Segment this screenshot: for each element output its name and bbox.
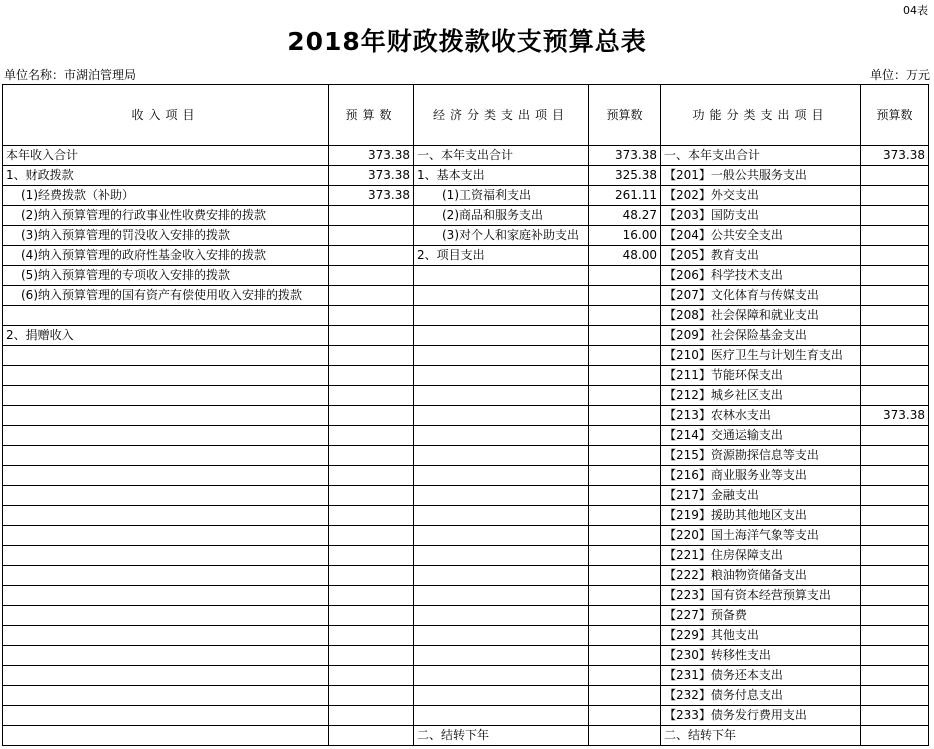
- cell-income-item: [3, 606, 329, 626]
- cell-functional-budget: [861, 466, 929, 486]
- cell-economic-budget: [589, 266, 661, 286]
- cell-functional-budget: [861, 166, 929, 186]
- cell-economic-item: [414, 366, 589, 386]
- cell-functional-budget: [861, 426, 929, 446]
- cell-economic-item: [414, 646, 589, 666]
- cell-income-budget: [329, 226, 414, 246]
- cell-economic-budget: [589, 366, 661, 386]
- cell-income-budget: [329, 506, 414, 526]
- table-row: [3, 706, 929, 726]
- cell-functional-budget: [861, 226, 929, 246]
- cell-economic-item: [414, 706, 589, 726]
- cell-income-budget: 373.38: [329, 146, 414, 166]
- cell-income-item: [3, 626, 329, 646]
- cell-income-item: (4)纳入预算管理的政府性基金收入安排的拨款: [3, 246, 329, 266]
- table-row: [3, 266, 929, 286]
- cell-functional-budget: [861, 566, 929, 586]
- cell-functional-item: 【202】外交支出: [661, 186, 861, 206]
- cell-economic-item: 一、本年支出合计: [414, 146, 589, 166]
- cell-functional-item: 【212】城乡社区支出: [661, 386, 861, 406]
- cell-income-item: [3, 726, 329, 746]
- cell-functional-budget: [861, 266, 929, 286]
- cell-economic-budget: [589, 486, 661, 506]
- table-row: [3, 666, 929, 686]
- cell-economic-budget: 373.38: [589, 146, 661, 166]
- table-row: [3, 426, 929, 446]
- cell-functional-budget: [861, 606, 929, 626]
- cell-economic-item: [414, 506, 589, 526]
- table-row: [3, 286, 929, 306]
- cell-economic-item: [414, 586, 589, 606]
- cell-functional-item: 【230】转移性支出: [661, 646, 861, 666]
- cell-economic-budget: 48.27: [589, 206, 661, 226]
- cell-income-item: [3, 546, 329, 566]
- cell-income-item: [3, 526, 329, 546]
- cell-income-budget: [329, 566, 414, 586]
- cell-functional-budget: [861, 586, 929, 606]
- cell-economic-item: [414, 486, 589, 506]
- table-row: [3, 606, 929, 626]
- cell-economic-budget: [589, 506, 661, 526]
- table-row: [3, 226, 929, 246]
- cell-income-item: [3, 386, 329, 406]
- table-row: [3, 446, 929, 466]
- cell-economic-budget: [589, 386, 661, 406]
- cell-economic-budget: [589, 306, 661, 326]
- cell-income-item: [3, 646, 329, 666]
- cell-economic-item: (2)商品和服务支出: [414, 206, 589, 226]
- cell-income-item: (3)纳入预算管理的罚没收入安排的拨款: [3, 226, 329, 246]
- cell-functional-item: 【221】住房保障支出: [661, 546, 861, 566]
- cell-income-item: 本年收入合计: [3, 146, 329, 166]
- cell-income-budget: [329, 406, 414, 426]
- cell-income-budget: [329, 666, 414, 686]
- cell-functional-budget: 373.38: [861, 146, 929, 166]
- cell-income-item: (2)纳入预算管理的行政事业性收费安排的拨款: [3, 206, 329, 226]
- cell-functional-item: 二、结转下年: [661, 726, 861, 746]
- cell-economic-budget: [589, 626, 661, 646]
- table-row: [3, 586, 929, 606]
- cell-functional-budget: [861, 626, 929, 646]
- cell-functional-budget: [861, 506, 929, 526]
- cell-income-item: 2、捐赠收入: [3, 326, 329, 346]
- cell-income-budget: [329, 446, 414, 466]
- cell-economic-budget: [589, 606, 661, 626]
- cell-income-item: [3, 586, 329, 606]
- cell-income-budget: [329, 206, 414, 226]
- cell-economic-budget: [589, 406, 661, 426]
- cell-income-item: [3, 566, 329, 586]
- cell-income-budget: [329, 646, 414, 666]
- cell-functional-item: 【215】资源勘探信息等支出: [661, 446, 861, 466]
- cell-economic-item: 2、项目支出: [414, 246, 589, 266]
- cell-economic-item: [414, 306, 589, 326]
- cell-functional-item: 【204】公共安全支出: [661, 226, 861, 246]
- table-row: [3, 466, 929, 486]
- cell-income-item: [3, 306, 329, 326]
- cell-economic-budget: [589, 666, 661, 686]
- cell-functional-item: 【211】节能环保支出: [661, 366, 861, 386]
- cell-economic-budget: [589, 466, 661, 486]
- cell-economic-item: [414, 386, 589, 406]
- cell-economic-item: [414, 526, 589, 546]
- cell-income-budget: [329, 326, 414, 346]
- cell-income-item: [3, 346, 329, 366]
- cell-income-budget: [329, 386, 414, 406]
- cell-income-budget: [329, 426, 414, 446]
- table-row: [3, 726, 929, 746]
- cell-income-budget: [329, 306, 414, 326]
- table-row: [3, 566, 929, 586]
- header-income-budget: 预算数: [329, 85, 414, 146]
- cell-income-item: (6)纳入预算管理的国有资产有偿使用收入安排的拨款: [3, 286, 329, 306]
- cell-income-budget: 373.38: [329, 166, 414, 186]
- cell-economic-item: [414, 566, 589, 586]
- cell-income-budget: [329, 466, 414, 486]
- cell-economic-budget: [589, 646, 661, 666]
- table-row: [3, 626, 929, 646]
- cell-economic-budget: [589, 706, 661, 726]
- cell-economic-budget: [589, 346, 661, 366]
- cell-income-item: (5)纳入预算管理的专项收入安排的拨款: [3, 266, 329, 286]
- table-row: [3, 306, 929, 326]
- cell-income-budget: [329, 546, 414, 566]
- cell-functional-item: 【222】粮油物资储备支出: [661, 566, 861, 586]
- unit-name: 单位名称：市湖泊管理局: [4, 68, 137, 82]
- cell-income-budget: [329, 366, 414, 386]
- table-row: [3, 326, 929, 346]
- cell-income-budget: [329, 346, 414, 366]
- table-row: [3, 346, 929, 366]
- cell-functional-item: 【209】社会保险基金支出: [661, 326, 861, 346]
- cell-income-item: [3, 686, 329, 706]
- cell-income-item: [3, 706, 329, 726]
- cell-income-budget: [329, 526, 414, 546]
- cell-functional-item: 一、本年支出合计: [661, 146, 861, 166]
- cell-income-item: [3, 666, 329, 686]
- cell-economic-budget: [589, 446, 661, 466]
- cell-functional-budget: [861, 286, 929, 306]
- cell-economic-item: [414, 686, 589, 706]
- cell-functional-budget: [861, 686, 929, 706]
- cell-income-budget: [329, 626, 414, 646]
- cell-functional-item: 【206】科学技术支出: [661, 266, 861, 286]
- cell-functional-item: 【223】国有资本经营预算支出: [661, 586, 861, 606]
- cell-functional-item: 【207】文化体育与传媒支出: [661, 286, 861, 306]
- cell-income-item: [3, 466, 329, 486]
- cell-functional-budget: [861, 386, 929, 406]
- cell-functional-item: 【229】其他支出: [661, 626, 861, 646]
- cell-economic-item: [414, 546, 589, 566]
- cell-functional-budget: 373.38: [861, 406, 929, 426]
- table-row: [3, 246, 929, 266]
- cell-functional-item: 【213】农林水支出: [661, 406, 861, 426]
- cell-economic-item: 1、基本支出: [414, 166, 589, 186]
- budget-table: [2, 84, 929, 746]
- table-row: [3, 146, 929, 166]
- table-row: [3, 686, 929, 706]
- table-row: [3, 206, 929, 226]
- cell-income-budget: [329, 286, 414, 306]
- table-row: [3, 166, 929, 186]
- cell-income-item: [3, 486, 329, 506]
- cell-income-budget: [329, 686, 414, 706]
- cell-functional-item: 【205】教育支出: [661, 246, 861, 266]
- header-income-item: 收入项目: [3, 85, 329, 146]
- cell-economic-item: [414, 406, 589, 426]
- cell-economic-item: [414, 446, 589, 466]
- cell-functional-budget: [861, 186, 929, 206]
- cell-functional-item: 【219】援助其他地区支出: [661, 506, 861, 526]
- cell-income-budget: [329, 586, 414, 606]
- cell-functional-budget: [861, 706, 929, 726]
- header-row: [3, 85, 929, 146]
- cell-income-item: (1)经费拨款（补助）: [3, 186, 329, 206]
- cell-economic-budget: [589, 526, 661, 546]
- cell-economic-budget: 16.00: [589, 226, 661, 246]
- cell-economic-item: [414, 606, 589, 626]
- cell-economic-budget: 261.11: [589, 186, 661, 206]
- cell-income-budget: [329, 486, 414, 506]
- cell-economic-item: [414, 326, 589, 346]
- header-functional-budget: 预算数: [861, 85, 929, 146]
- cell-income-item: [3, 406, 329, 426]
- cell-income-item: [3, 366, 329, 386]
- cell-functional-budget: [861, 206, 929, 226]
- cell-functional-item: 【203】国防支出: [661, 206, 861, 226]
- cell-economic-item: [414, 346, 589, 366]
- cell-functional-budget: [861, 326, 929, 346]
- cell-functional-item: 【208】社会保障和就业支出: [661, 306, 861, 326]
- cell-functional-budget: [861, 306, 929, 326]
- cell-functional-item: 【233】债务发行费用支出: [661, 706, 861, 726]
- cell-economic-budget: [589, 286, 661, 306]
- cell-economic-item: [414, 466, 589, 486]
- cell-economic-budget: [589, 326, 661, 346]
- table-row: [3, 486, 929, 506]
- cell-functional-item: 【216】商业服务业等支出: [661, 466, 861, 486]
- table-row: [3, 186, 929, 206]
- cell-income-budget: [329, 706, 414, 726]
- cell-economic-budget: [589, 426, 661, 446]
- cell-income-item: [3, 446, 329, 466]
- cell-economic-item: [414, 426, 589, 446]
- cell-functional-item: 【231】债务还本支出: [661, 666, 861, 686]
- cell-functional-item: 【227】预备费: [661, 606, 861, 626]
- cell-functional-item: 【232】债务付息支出: [661, 686, 861, 706]
- cell-functional-item: 【220】国土海洋气象等支出: [661, 526, 861, 546]
- cell-functional-item: 【201】一般公共服务支出: [661, 166, 861, 186]
- table-number: 04表: [903, 4, 928, 17]
- page-title: 2018年财政拨款收支预算总表: [287, 27, 647, 56]
- cell-income-item: 1、财政拨款: [3, 166, 329, 186]
- cell-economic-budget: [589, 686, 661, 706]
- cell-income-budget: [329, 726, 414, 746]
- cell-economic-budget: [589, 586, 661, 606]
- cell-functional-budget: [861, 666, 929, 686]
- cell-economic-item: 二、结转下年: [414, 726, 589, 746]
- cell-income-budget: 373.38: [329, 186, 414, 206]
- cell-income-item: [3, 506, 329, 526]
- cell-economic-item: [414, 626, 589, 646]
- cell-income-item: [3, 426, 329, 446]
- cell-functional-budget: [861, 646, 929, 666]
- table-row: [3, 546, 929, 566]
- cell-functional-budget: [861, 486, 929, 506]
- cell-income-budget: [329, 606, 414, 626]
- header-economic-item: 经济分类支出项目: [414, 85, 589, 146]
- unit-measure: 单位：万元: [869, 68, 930, 82]
- header-functional-item: 功能分类支出项目: [661, 85, 861, 146]
- cell-functional-budget: [861, 366, 929, 386]
- cell-economic-budget: [589, 566, 661, 586]
- table-row: [3, 406, 929, 426]
- cell-functional-item: 【210】医疗卫生与计划生育支出: [661, 346, 861, 366]
- cell-income-budget: [329, 266, 414, 286]
- table-row: [3, 526, 929, 546]
- cell-income-budget: [329, 246, 414, 266]
- cell-functional-budget: [861, 346, 929, 366]
- table-row: [3, 366, 929, 386]
- cell-functional-budget: [861, 726, 929, 746]
- cell-economic-item: [414, 666, 589, 686]
- table-row: [3, 646, 929, 666]
- cell-functional-budget: [861, 526, 929, 546]
- cell-functional-budget: [861, 246, 929, 266]
- cell-economic-budget: 48.00: [589, 246, 661, 266]
- table-row: [3, 506, 929, 526]
- cell-economic-budget: 325.38: [589, 166, 661, 186]
- cell-economic-budget: [589, 726, 661, 746]
- cell-economic-item: (1)工资福利支出: [414, 186, 589, 206]
- cell-economic-item: [414, 286, 589, 306]
- cell-economic-item: (3)对个人和家庭补助支出: [414, 226, 589, 246]
- cell-functional-budget: [861, 546, 929, 566]
- cell-economic-item: [414, 266, 589, 286]
- header-economic-budget: 预算数: [589, 85, 661, 146]
- cell-functional-item: 【214】交通运输支出: [661, 426, 861, 446]
- table-row: [3, 386, 929, 406]
- cell-functional-item: 【217】金融支出: [661, 486, 861, 506]
- cell-economic-budget: [589, 546, 661, 566]
- cell-functional-budget: [861, 446, 929, 466]
